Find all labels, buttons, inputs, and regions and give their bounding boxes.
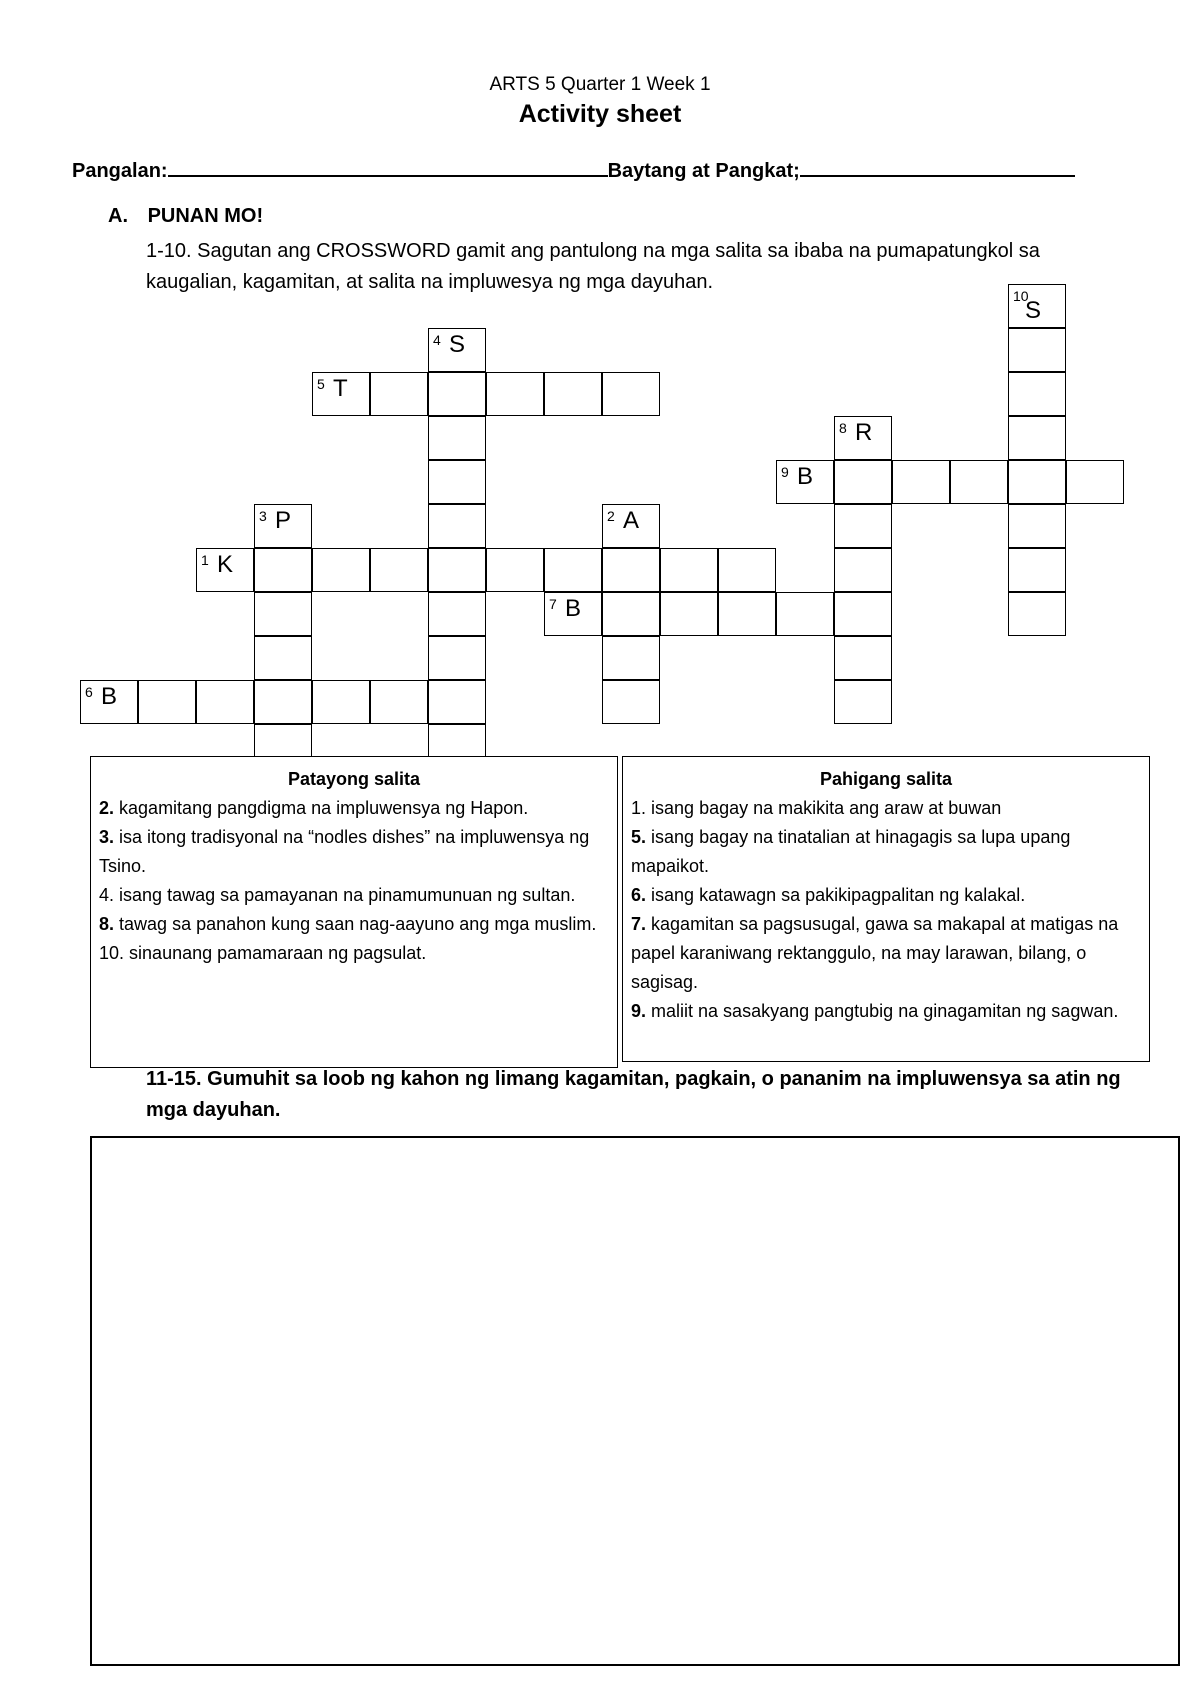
clue-item: 8. tawag sa panahon kung saan nag-aayuno ang mga muslim. <box>99 914 597 934</box>
across-clues-title: Pahigang salita <box>819 769 953 789</box>
clue-item: 7. kagamitan sa pagsusugal, gawa sa makapal at matigas na papel karaniwang rektanggulo, na may larawan, bilang, o sagisag. <box>631 914 1119 992</box>
crossword-cell[interactable] <box>1008 592 1066 636</box>
section-title: PUNAN MO! <box>147 205 264 227</box>
crossword-cell[interactable] <box>544 548 602 592</box>
crossword-cell[interactable] <box>950 460 1008 504</box>
crossword-cell[interactable] <box>486 372 544 416</box>
crossword-cell[interactable] <box>254 636 312 680</box>
crossword-cell[interactable] <box>370 680 428 724</box>
crossword-cell[interactable] <box>1008 460 1066 504</box>
crossword-cell[interactable] <box>196 548 254 592</box>
clue-number: 1 <box>201 552 209 568</box>
crossword-cell[interactable] <box>602 680 660 724</box>
clue-number: 8 <box>839 420 847 436</box>
crossword-cell[interactable] <box>486 548 544 592</box>
crossword-cell[interactable] <box>834 636 892 680</box>
given-letter: S <box>449 331 466 358</box>
crossword-cell[interactable] <box>254 548 312 592</box>
clue-number: 3 <box>259 508 267 524</box>
crossword-cell[interactable] <box>718 548 776 592</box>
crossword-instruction: 1-10. Sagutan ang CROSSWORD gamit ang pantulong na mga salita sa ibaba na pumapatungkol sa kaugalian, kagamitan, at salita na impluwesya ng mga dayuhan. <box>146 240 1040 293</box>
clue-item: 2. kagamitang pangdigma na impluwensya ng Hapon. <box>99 798 529 818</box>
crossword-cell[interactable] <box>834 592 892 636</box>
given-letter: P <box>275 507 292 534</box>
crossword-cell[interactable] <box>1008 416 1066 460</box>
clue-number: 10 <box>1013 288 1029 304</box>
crossword-cell[interactable] <box>1066 460 1124 504</box>
drawing-instruction: 11-15. Gumuhit sa loob ng kahon ng limang kagamitan, pagkain, o pananim na impluwensya sa atin ng mga dayuhan. <box>146 1068 1121 1121</box>
clue-number: 6 <box>85 684 93 700</box>
crossword-cell[interactable] <box>254 680 312 724</box>
crossword-cell[interactable] <box>660 592 718 636</box>
crossword-cell[interactable] <box>196 680 254 724</box>
given-letter: S <box>1025 297 1042 324</box>
crossword-cell[interactable] <box>776 460 834 504</box>
given-letter: R <box>855 419 873 446</box>
given-letter: A <box>623 507 640 534</box>
across-clues-box <box>622 756 1150 1062</box>
crossword-cell[interactable] <box>428 372 486 416</box>
crossword-cell[interactable] <box>312 680 370 724</box>
down-clues-title: Patayong salita <box>287 769 421 789</box>
crossword-cell[interactable] <box>834 680 892 724</box>
clue-number: 4 <box>433 332 441 348</box>
crossword-cell[interactable] <box>1008 504 1066 548</box>
clue-item: 6. isang katawagn sa pakikipagpalitan ng kalakal. <box>631 885 1026 905</box>
crossword-cell[interactable] <box>312 548 370 592</box>
clue-item: 10. sinaunang pamamaraan ng pagsulat. <box>99 943 427 963</box>
drawing-box[interactable] <box>90 1136 1180 1666</box>
crossword-cell[interactable] <box>138 680 196 724</box>
crossword-cell[interactable] <box>892 460 950 504</box>
clue-number: 2 <box>607 508 615 524</box>
name-label: Pangalan: <box>72 160 168 182</box>
given-letter: B <box>797 463 814 490</box>
clue-number: 7 <box>549 596 557 612</box>
crossword-cell[interactable] <box>834 416 892 460</box>
down-clues-box <box>90 756 618 1068</box>
crossword-cell[interactable] <box>1008 328 1066 372</box>
clue-item: 5. isang bagay na tinatalian at hinagagis sa lupa upang mapaikot. <box>631 827 1071 876</box>
crossword-cell[interactable] <box>602 372 660 416</box>
crossword-cell[interactable] <box>80 680 138 724</box>
crossword-cell[interactable] <box>1008 284 1066 328</box>
given-letter: K <box>217 551 234 578</box>
crossword-cell[interactable] <box>428 504 486 548</box>
page-title: Activity sheet <box>518 100 682 128</box>
crossword-cell[interactable] <box>834 460 892 504</box>
clue-number: 5 <box>317 376 325 392</box>
crossword-cell[interactable] <box>1008 548 1066 592</box>
crossword-cell[interactable] <box>428 680 486 724</box>
crossword-cell[interactable] <box>428 636 486 680</box>
crossword-grid <box>0 0 1200 780</box>
crossword-cell[interactable] <box>1008 372 1066 416</box>
crossword-cell[interactable] <box>370 548 428 592</box>
clue-item: 1. isang bagay na makikita ang araw at buwan <box>631 798 1002 818</box>
crossword-cell[interactable] <box>776 592 834 636</box>
clue-item: 9. maliit na sasakyang pangtubig na ginagamitan ng sagwan. <box>631 1001 1119 1021</box>
given-letter: T <box>333 375 348 402</box>
crossword-cell[interactable] <box>602 548 660 592</box>
crossword-cell[interactable] <box>428 592 486 636</box>
crossword-cell[interactable] <box>428 548 486 592</box>
crossword-cell[interactable] <box>718 592 776 636</box>
crossword-cell[interactable] <box>370 372 428 416</box>
clue-item: 4. isang tawag sa pamayanan na pinamumunuan ng sultan. <box>99 885 576 905</box>
crossword-cell[interactable] <box>312 372 370 416</box>
crossword-cell[interactable] <box>428 416 486 460</box>
crossword-cell[interactable] <box>602 504 660 548</box>
crossword-cell[interactable] <box>660 548 718 592</box>
crossword-cell[interactable] <box>602 636 660 680</box>
given-letter: B <box>101 683 118 710</box>
given-letter: B <box>565 595 582 622</box>
section-letter: A. <box>108 205 128 227</box>
clue-item: 3. isa itong tradisyonal na “nodles dishes” na impluwensya ng Tsino. <box>99 827 590 876</box>
header-subtitle: ARTS 5 Quarter 1 Week 1 <box>489 74 711 95</box>
crossword-cell[interactable] <box>254 592 312 636</box>
crossword-cell[interactable] <box>428 460 486 504</box>
crossword-cell[interactable] <box>834 504 892 548</box>
crossword-cell[interactable] <box>428 328 486 372</box>
clue-number: 9 <box>781 464 789 480</box>
crossword-cell[interactable] <box>834 548 892 592</box>
crossword-cell[interactable] <box>602 592 660 636</box>
crossword-cell[interactable] <box>544 592 602 636</box>
crossword-cell[interactable] <box>254 504 312 548</box>
grade-label: Baytang at Pangkat; <box>607 160 800 182</box>
crossword-cell[interactable] <box>544 372 602 416</box>
